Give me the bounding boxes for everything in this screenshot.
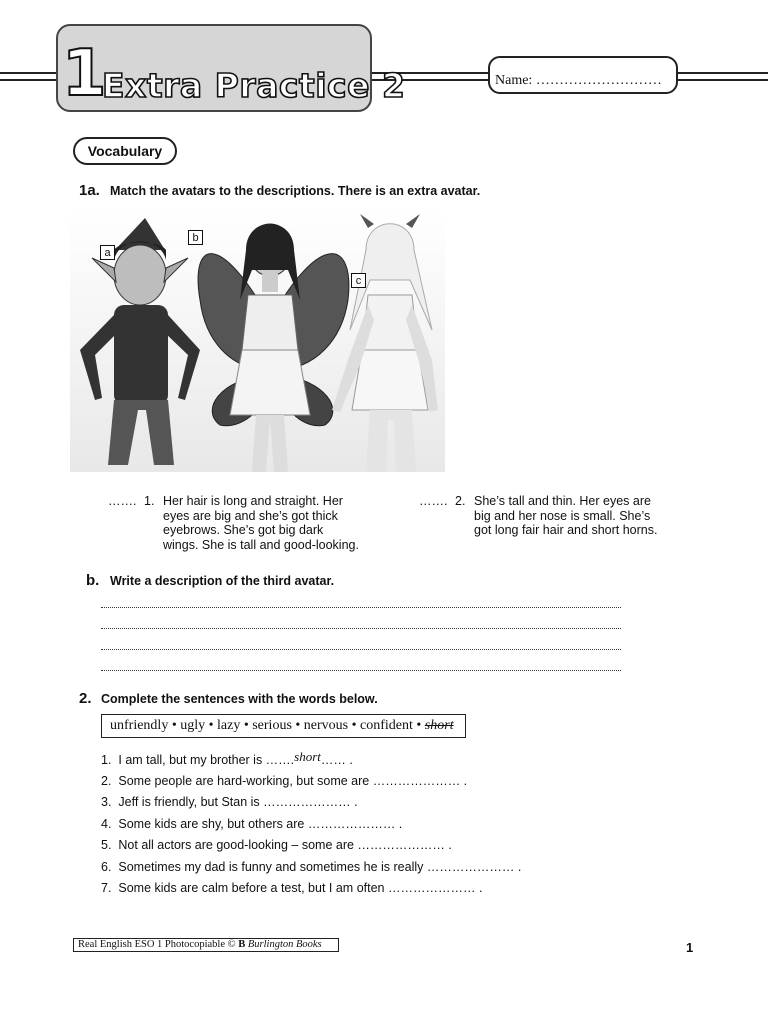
avatars-illustration — [70, 210, 445, 472]
word-bank-struck-word: short — [424, 718, 454, 733]
sentence-text[interactable]: Some kids are calm before a test, but I am often ………………… . — [118, 881, 483, 895]
description-1-line: Her hair is long and straight. Her — [163, 494, 343, 508]
header-rule-right-bottom — [678, 79, 768, 81]
description-1-number: 1. — [144, 494, 155, 508]
sentence-1 — [101, 749, 353, 768]
sentence-text[interactable]: Jeff is friendly, but Stan is ………………… . — [118, 795, 358, 809]
section-label-vocabulary: Vocabulary — [73, 137, 177, 165]
exercise-2-instruction: Complete the sentences with the words below. — [101, 692, 378, 706]
description-2-text — [474, 494, 657, 538]
description-1-line: eyebrows. She’s got big dark — [163, 523, 324, 537]
exercise-1a-number: 1a. — [79, 182, 100, 199]
avatar-label-a: a — [100, 245, 115, 260]
description-1-text — [163, 494, 359, 552]
word-bank-words: unfriendly • ugly • lazy • serious • nervous • confident • — [110, 718, 422, 733]
sentence-text: I am tall, but my brother is ……. — [118, 753, 295, 767]
sentence-text-end: …… . — [320, 753, 353, 767]
name-field[interactable]: Name: ……………………… — [495, 73, 662, 88]
description-2-number: 2. — [455, 494, 466, 508]
writing-line[interactable] — [101, 628, 621, 629]
sentence-6 — [101, 860, 521, 874]
exercise-2-number: 2. — [79, 690, 92, 707]
header-rule-left-top — [0, 72, 58, 74]
avatar-label-b: b — [188, 230, 203, 245]
sentence-number: 6. — [101, 860, 112, 874]
description-1-blank[interactable]: ……. — [108, 494, 137, 508]
exercise-1b-instruction: Write a description of the third avatar. — [110, 574, 335, 588]
sentence-text[interactable]: Sometimes my dad is funny and sometimes he is really ………………… . — [118, 860, 522, 874]
sentence-number: 4. — [101, 817, 112, 831]
sentence-text[interactable]: Some kids are shy, but others are ………………… . — [118, 817, 403, 831]
description-2-line: She’s tall and thin. Her eyes are — [474, 494, 651, 508]
header-rule-right-top — [678, 72, 768, 74]
footer-text: Real English ESO 1 Photocopiable © — [78, 939, 236, 950]
sentence-5 — [101, 838, 452, 852]
word-bank — [101, 714, 466, 738]
description-2-blank[interactable]: ……. — [419, 494, 448, 508]
writing-line[interactable] — [101, 670, 621, 671]
exercise-1a-instruction: Match the avatars to the descriptions. There is an extra avatar. — [110, 184, 481, 198]
sentence-2 — [101, 774, 467, 788]
description-2-line: big and her nose is small. She’s — [474, 508, 651, 523]
footer-copyright — [73, 938, 339, 952]
writing-line[interactable] — [101, 607, 621, 608]
description-1-line: eyes are big and she’s got thick — [163, 508, 338, 523]
sentence-number: 7. — [101, 881, 112, 895]
sentence-number: 2. — [101, 774, 112, 788]
sentence-number: 5. — [101, 838, 112, 852]
sentence-1-answer[interactable]: short — [294, 749, 321, 764]
description-2-line: got long fair hair and short horns. — [474, 523, 658, 537]
burlington-logo-icon: B — [238, 939, 246, 950]
sentence-text[interactable]: Not all actors are good-looking – some are ………………… . — [118, 838, 452, 852]
exercise-1b-number: b. — [86, 572, 100, 589]
page-number: 1 — [686, 940, 694, 955]
sentence-3 — [101, 795, 358, 809]
sentence-4 — [101, 817, 402, 831]
sentence-text[interactable]: Some people are hard-working, but some are ………………… . — [118, 774, 468, 788]
writing-line[interactable] — [101, 649, 621, 650]
sentence-number: 1. — [101, 753, 112, 767]
header-rule-left-bottom — [0, 79, 58, 81]
avatar-label-c: c — [351, 273, 366, 288]
sentence-7 — [101, 881, 482, 895]
unit-number: 1 — [62, 37, 107, 111]
description-1-line: wings. She is tall and good-looking. — [163, 537, 359, 552]
sentence-number: 3. — [101, 795, 112, 809]
footer-publisher: Burlington Books — [247, 939, 322, 950]
page-title: Extra Practice 2 — [102, 66, 406, 105]
